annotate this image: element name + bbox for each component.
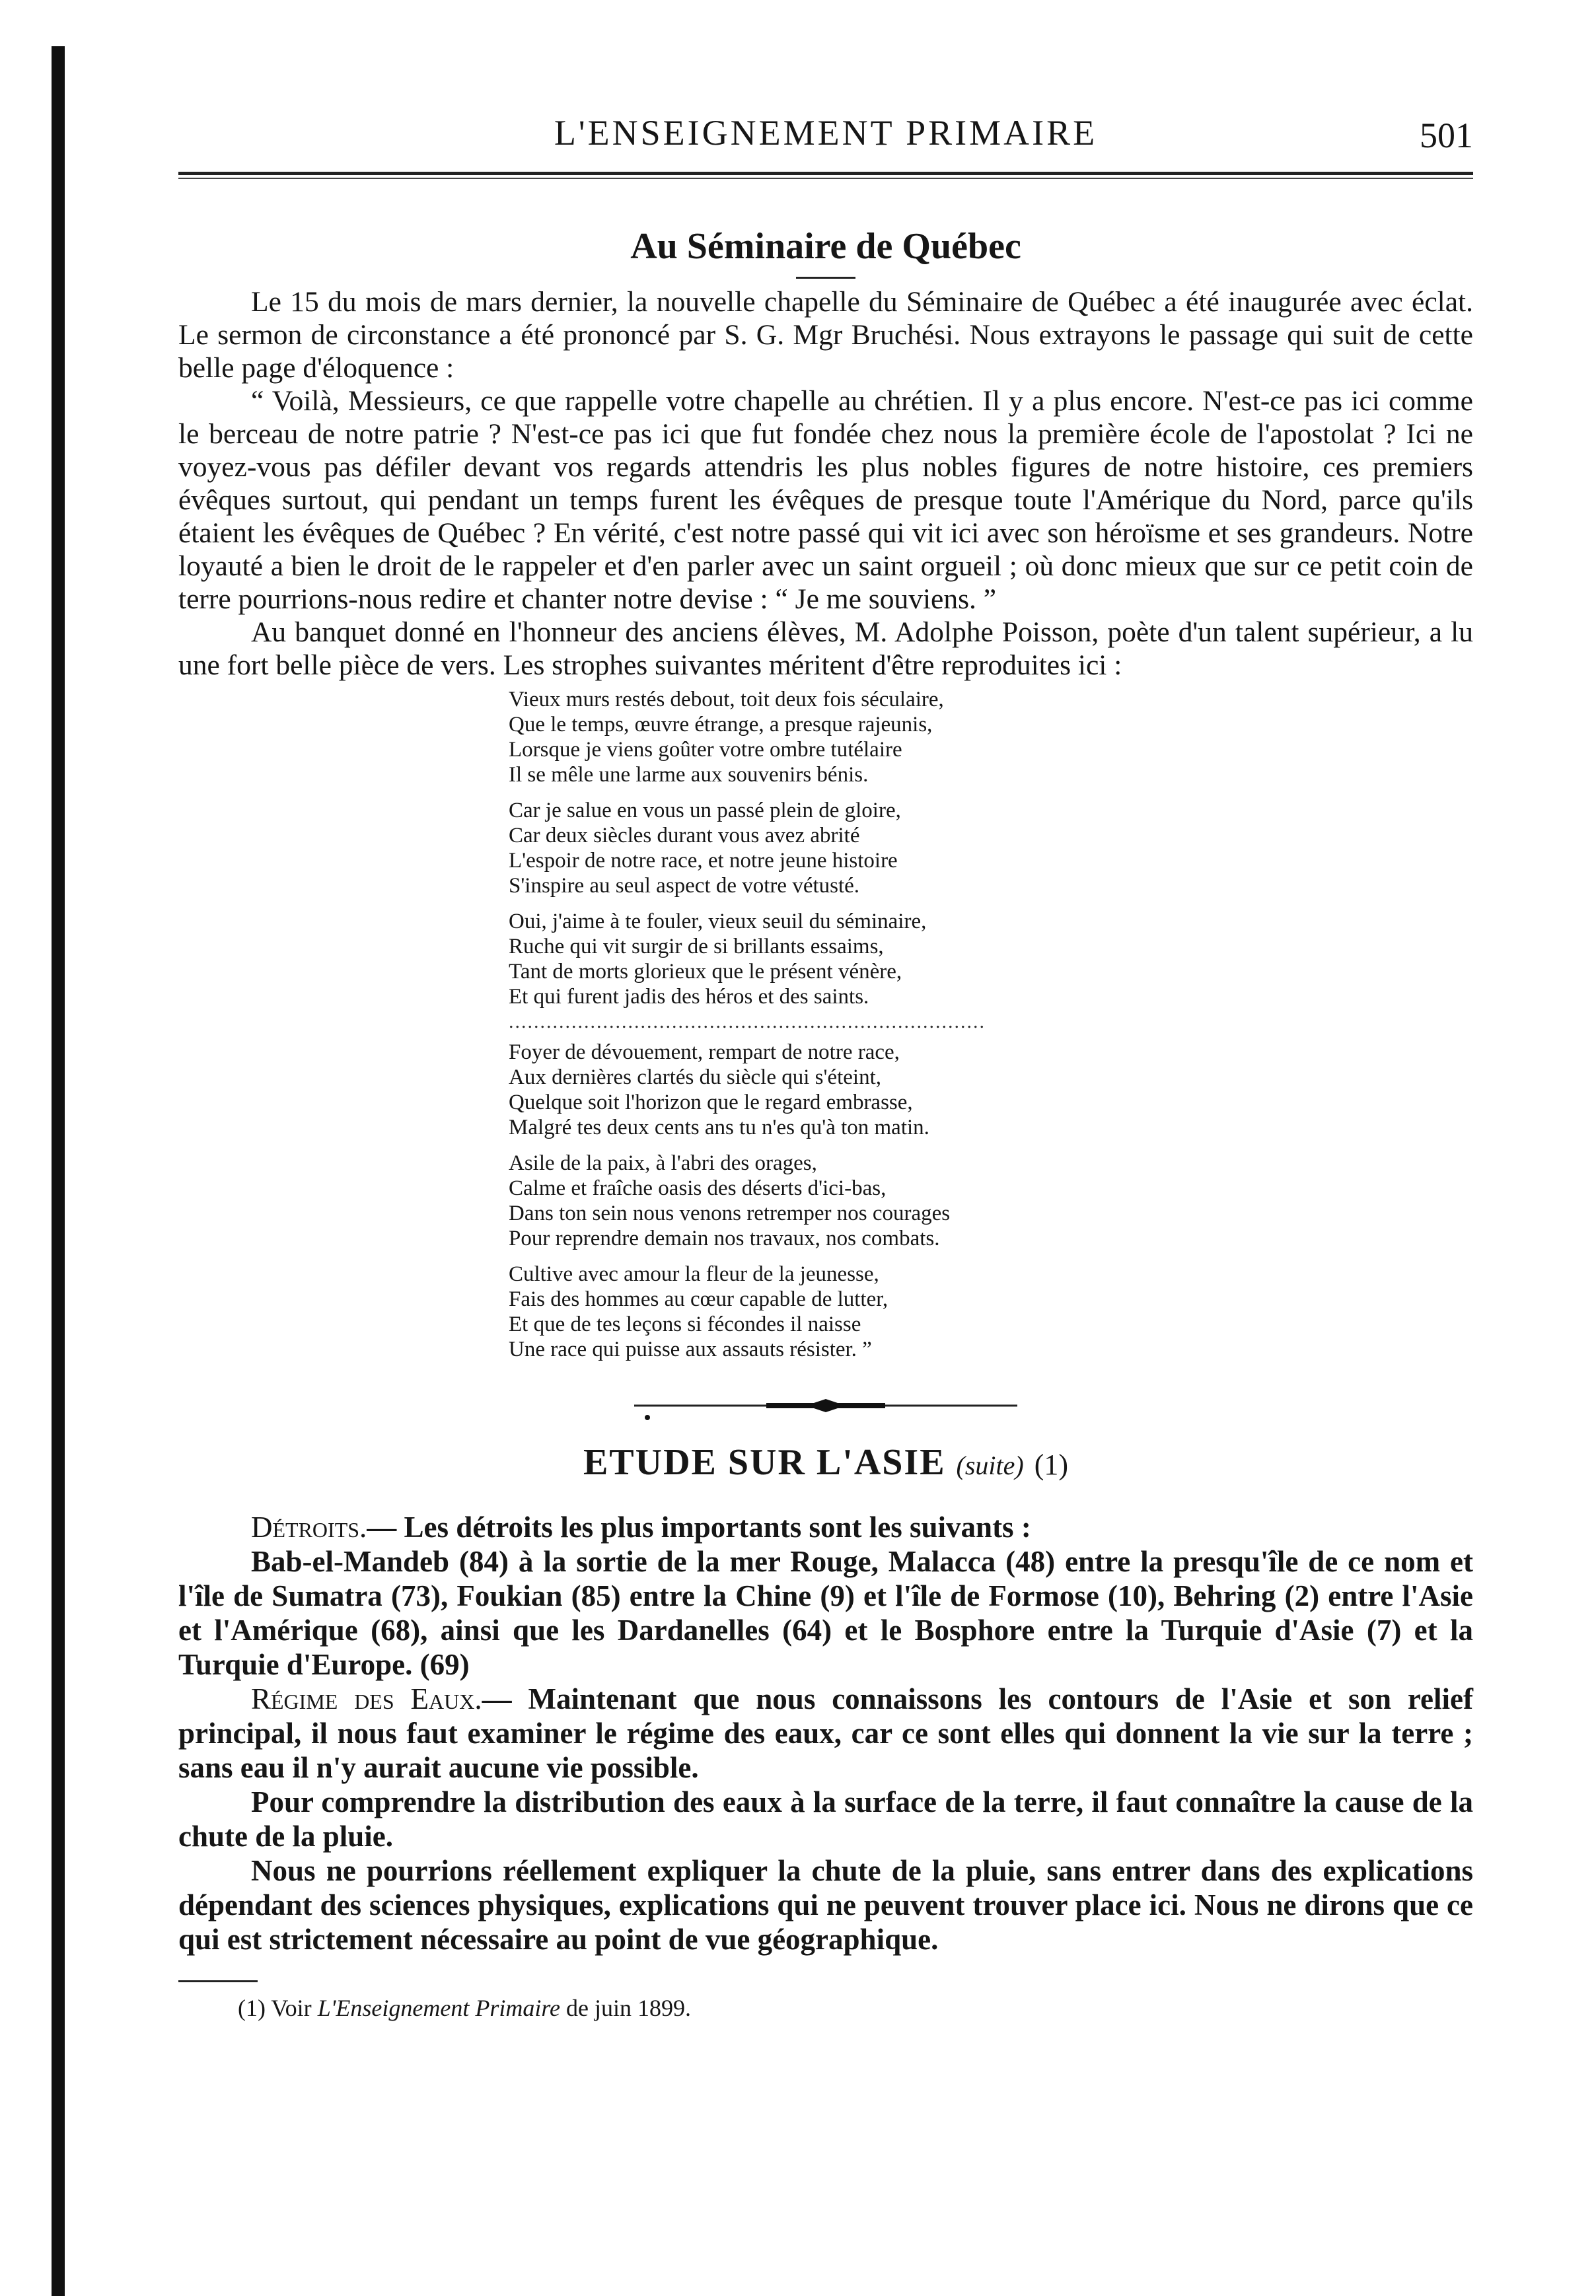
running-header [178, 106, 1473, 159]
detroits-paragraph: Bab-el-Mandeb (84) à la sortie de la mer Rouge, Malacca (48) entre la presqu'île de ce nom et l'île de Sumatra (73), Foukian (85) entre la Chine (9) et l'île de Formose (10), Behring (2) entre l'Asie et l'Amérique (68), ainsi que les Dardanelles (64) et le Bosphore entre la Turquie d'Asie (7) et la Turquie d'Europe. (69) [178, 1545, 1473, 1681]
regime-paragraph [178, 1682, 1473, 1785]
verse-line: Dans ton sein nous venons retremper nos courages [509, 1202, 951, 1225]
verse-line: Car deux siècles durant vous avez abrité [509, 824, 860, 847]
verse-line: Et qui furent jadis des héros et des saints. [509, 985, 869, 1009]
running-title: L'ENSEIGNEMENT PRIMAIRE [554, 113, 1098, 153]
footnote-date: de juin 1899. [566, 1995, 691, 2021]
regime-text: — Maintenant que nous connaissons les contours de l'Asie et son relief principal, il nous faut examiner le régime des eaux, car ce sont elles qui donnent la vie sur la terre ; sans eau il n'y aurait aucune vie possible. [178, 1682, 1473, 1784]
poem-stanza [509, 1262, 1473, 1362]
ellipsis-separator: ............................................................................ [509, 1011, 986, 1032]
verse-line: Tant de morts glorieux que le présent vénère, [509, 960, 902, 984]
poem-stanza [509, 1040, 1473, 1140]
detroits-label: Détroits. [251, 1511, 367, 1544]
sciences-paragraph: Nous ne pourrions réellement expliquer la chute de la pluie, sans entrer dans des explications dépendant des sciences physiques, explications qui ne peuvent trouver place ici. Nous ne dirons que ce qui est strictement nécessaire au point de vue géographique. [178, 1854, 1473, 1956]
verse-line: Oui, j'aime à te fouler, vieux seuil du séminaire, [509, 910, 927, 933]
detroits-text: — Les détroits les plus importants sont les suivants : [367, 1511, 1031, 1544]
article-title: Au Séminaire de Québec [630, 226, 1021, 267]
pluie-paragraph: Pour comprendre la distribution des eaux à la surface de la terre, il faut connaître la cause de la chute de la pluie. [178, 1785, 1473, 1853]
verse-line: Vieux murs restés debout, toit deux fois séculaire, [509, 688, 944, 711]
page [178, 106, 1473, 2022]
poem-stanza [509, 909, 1473, 1009]
verse-line: Aux dernières clartés du siècle qui s'éteint, [509, 1065, 881, 1089]
asie-body [178, 1510, 1473, 1956]
verse-line: L'espoir de notre race, et notre jeune histoire [509, 849, 898, 873]
ornament-divider [178, 1395, 1473, 1421]
regime-label: Régime des Eaux. [251, 1682, 482, 1715]
footnote-reference: (1) [1034, 1449, 1069, 1481]
poem-stanza [509, 687, 1473, 787]
article-title-text: ETUDE SUR L'ASIE [583, 1442, 946, 1483]
verse-line: Et que de tes leçons si fécondes il naisse [509, 1312, 861, 1336]
verse-line: Que le temps, œuvre étrange, a presque rajeunis, [509, 713, 933, 736]
verse-line: Calme et fraîche oasis des déserts d'ici-bas, [509, 1176, 887, 1200]
ornament-icon [634, 1395, 1017, 1421]
banquet-paragraph: Au banquet donné en l'honneur des anciens élèves, M. Adolphe Poisson, poète d'un talent supérieur, a lu une fort belle pièce de vers. Les strophes suivantes méritent d'être reproduites ici : [178, 616, 1473, 681]
footnote-journal: L'Enseignement Primaire [317, 1995, 560, 2021]
title-rule [796, 277, 855, 279]
verse-line: Il se mêle une larme aux souvenirs bénis. [509, 763, 869, 787]
article-title-asie [178, 1441, 1473, 1484]
header-rule [178, 172, 1473, 175]
verse-line: S'inspire au seul aspect de votre vétusté. [509, 874, 860, 898]
verse-line: Car je salue en vous un passé plein de gloire, [509, 799, 901, 822]
poem-stanza [509, 1151, 1473, 1251]
verse-line: Fais des hommes au cœur capable de lutter, [509, 1287, 889, 1311]
verse-line: Foyer de dévouement, rempart de notre race, [509, 1040, 900, 1064]
verse-line: Pour reprendre demain nos travaux, nos combats. [509, 1227, 940, 1250]
poem-stanza [509, 798, 1473, 898]
binding-edge [52, 46, 65, 2296]
verse-line: Lorsque je viens goûter votre ombre tutélaire [509, 738, 902, 762]
verse-line: Malgré tes deux cents ans tu n'es qu'à ton matin. [509, 1116, 929, 1139]
verse-line: Une race qui puisse aux assauts résister. ” [509, 1338, 872, 1361]
sermon-quote-paragraph: “ Voilà, Messieurs, ce que rappelle votre chapelle au chrétien. Il y a plus encore. N'est-ce pas ici comme le berceau de notre patrie ? N'est-ce pas ici que fut fondée chez nous la première école de l'apostolat ? Ici ne voyez-vous pas défiler devant vos regards attendris les plus nobles figures de notre histoire, ces premiers évêques surtout, qui pendant un temps furent les évêques de presque toute l'Amérique du Nord, parce qu'ils étaient les évêques de Québec ? En vérité, c'est notre passé qui vit ici avec son héroïsme et ses grandeurs. Notre loyauté a bien le droit de le rappeler et d'en parler avec un saint orgueil ; où donc mieux que sur ce petit coin de terre pourrions-nous redire et chanter notre devise : “ Je me souviens. ” [178, 385, 1473, 615]
verse-line: Ruche qui vit surgir de si brillants essaims, [509, 935, 884, 958]
footnote-rule [178, 1980, 258, 1982]
footnote [238, 1994, 1473, 2022]
page-number: 501 [1420, 116, 1473, 155]
verse-line: Cultive avec amour la fleur de la jeunesse, [509, 1262, 879, 1286]
intro-paragraph: Le 15 du mois de mars dernier, la nouvelle chapelle du Séminaire de Québec a été inaugurée avec éclat. Le sermon de circonstance a été prononcé par S. G. Mgr Bruchési. Nous extrayons le passage qui suit de cette belle page d'éloquence : [178, 286, 1473, 384]
title-suite: (suite) [956, 1451, 1024, 1480]
poem [509, 687, 1473, 1362]
footnote-marker: (1) Voir [238, 1995, 312, 2021]
verse-line: Asile de la paix, à l'abri des orages, [509, 1151, 817, 1175]
verse-line: Quelque soit l'horizon que le regard embrasse, [509, 1091, 913, 1114]
detroits-intro [178, 1510, 1473, 1544]
header-rule-thin [178, 178, 1473, 179]
